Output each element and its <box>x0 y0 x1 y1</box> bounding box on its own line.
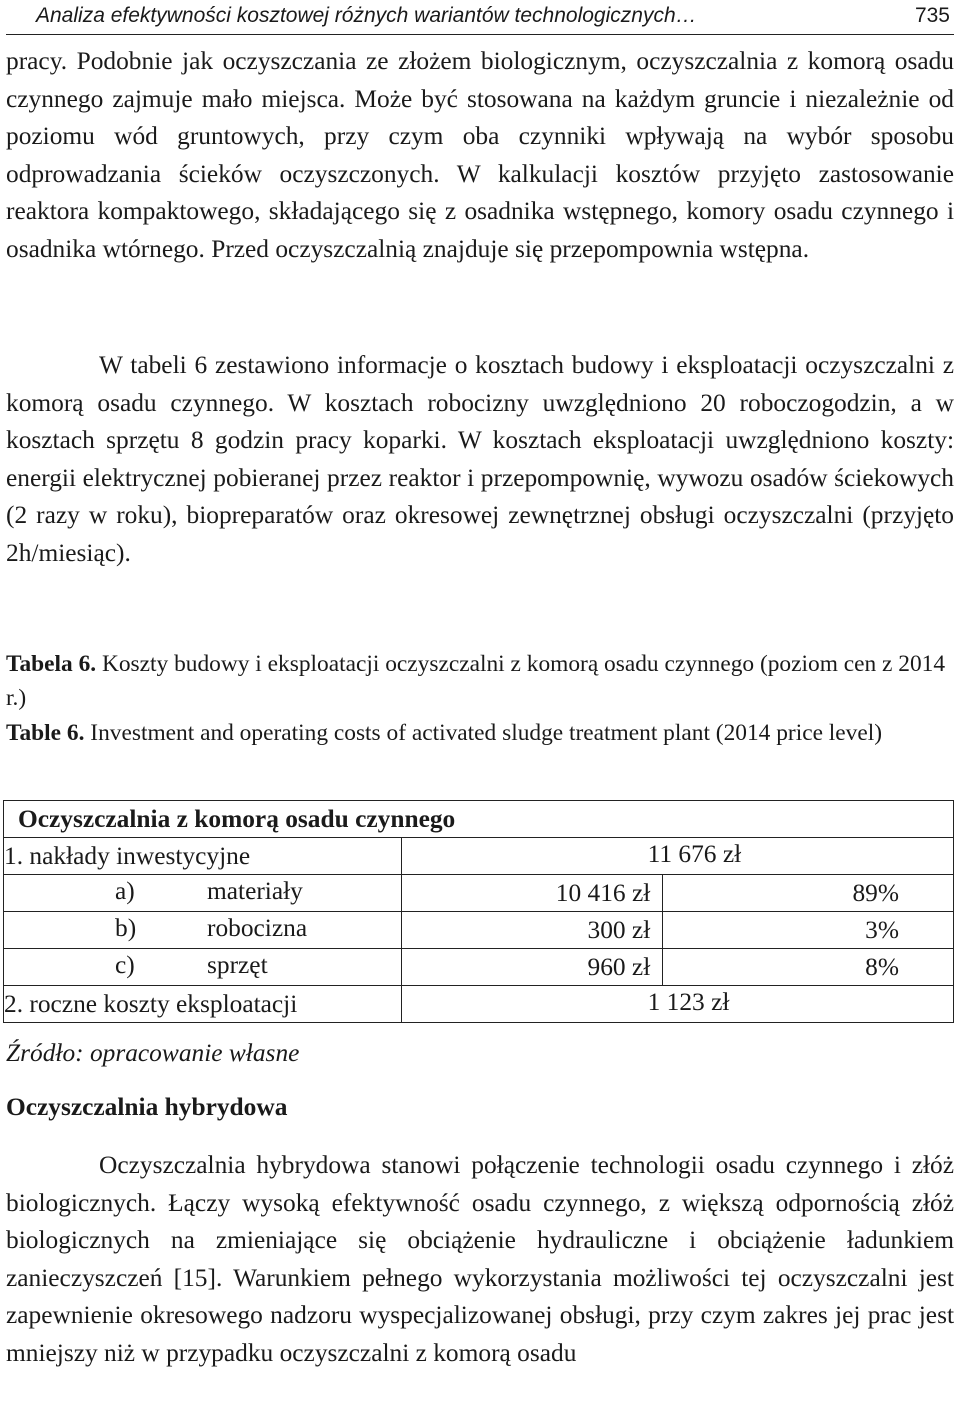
item-share: 89% <box>663 875 954 912</box>
item-label-cell <box>4 912 402 949</box>
table-title-row <box>4 801 954 838</box>
investment-value-cell <box>401 838 953 875</box>
item-value: 960 zł <box>401 949 663 986</box>
item-label-cell <box>4 949 402 986</box>
item-share: 8% <box>663 949 954 986</box>
item-letter: c) <box>115 951 135 979</box>
table-caption-en-text: Investment and operating costs of activated sludge treatment plant (2014 price level) <box>84 720 883 746</box>
running-header <box>6 0 954 35</box>
table-title: Oczyszczalnia z komorą osadu czynnego <box>4 801 954 838</box>
item-value: 300 zł <box>401 912 663 949</box>
section-heading: Oczyszczalnia hybrydowa <box>6 1093 288 1121</box>
table-row-materials <box>4 875 954 912</box>
item-value: 10 416 zł <box>401 875 663 912</box>
item-name: sprzęt <box>207 951 268 979</box>
operating-value: 1 123 zł <box>647 988 730 1016</box>
cost-table <box>3 800 954 1023</box>
item-share: 3% <box>663 912 954 949</box>
operating-label: 2. roczne koszty eksploatacji <box>4 986 402 1023</box>
body-paragraph-1: pracy. Podobnie jak oczyszczania ze złożem biologicznym, oczyszczalnia z komorą osadu czynnego zajmuje mało miejsca. Może być stosowana na każdym gruncie i niezależnie od poziomu wód gruntowych, przy czym oba czynniki wpływają na wybór sposobu odprowadzania ścieków oczyszczonych. W kalkulacji kosztów przyjęto zastosowanie reaktora kompaktowego, składającego się z osadnika wstępnego, komory osadu czynnego i osadnika wtórnego. Przed oczyszczalnią znajduje się przepompownia wstępna. <box>6 47 954 263</box>
investment-label: 1. nakłady inwestycyjne <box>4 838 402 875</box>
page-number: 735 <box>914 4 950 27</box>
table-source: Źródło: opracowanie własne <box>6 1039 300 1067</box>
table-row-operating <box>4 986 954 1023</box>
item-name: robocizna <box>207 914 308 942</box>
table-row-investment <box>4 838 954 875</box>
table-row-labor <box>4 912 954 949</box>
table-caption-pl-text: Koszty budowy i eksploatacji oczyszczalni z komorą osadu czynnego (poziom cen z 2014 r.) <box>6 651 946 711</box>
item-letter: a) <box>115 877 135 905</box>
table-row-equipment <box>4 949 954 986</box>
item-label-cell <box>4 875 402 912</box>
investment-value: 11 676 zł <box>647 840 742 868</box>
item-letter: b) <box>115 914 137 942</box>
table-caption-pl-label: Tabela 6. <box>6 651 97 677</box>
table-caption-pl <box>6 647 954 715</box>
body-paragraph-3: Oczyszczalnia hybrydowa stanowi połączenie technologii osadu czynnego i złóż biologicznych. Łączy wysoką efektywność osadu czynnego, z większą odpornością złóż biologicznych na zmieniające się obciążenie hydrauliczne i obciążenie ładunkiem zanieczyszczeń [15]. Warunkiem pełnego wykorzystania możliwości tej oczyszczalni jest zapewnienie okresowego nadzoru wyspecjalizowanej obsługi, przy czym zakres jej prac jest mniejszy niż w przypadku oczyszczalni z komorą osadu <box>6 1151 954 1367</box>
body-paragraph-2: W tabeli 6 zestawiono informacje o kosztach budowy i eksploatacji oczyszczalni z komorą osadu czynnego. W kosztach robocizny uwzględniono 20 roboczogodzin, a w kosztach sprzętu 8 godzin pracy koparki. W kosztach eksploatacji uwzględniono koszty: energii elektrycznej pobieranej przez reaktor i przepompownię, wywozu osadów ściekowych (2 razy w roku), biopreparatów oraz okresowej zewnętrznej obsługi oczyszczalni (przyjęto 2h/miesiąc). <box>6 351 954 567</box>
item-name: materiały <box>207 877 303 905</box>
operating-value-cell <box>401 986 953 1023</box>
table-caption-en <box>6 716 954 750</box>
table-caption-en-label: Table 6. <box>6 720 85 746</box>
running-header-title: Analiza efektywności kosztowej różnych wariantów technologicznych… <box>36 4 697 27</box>
